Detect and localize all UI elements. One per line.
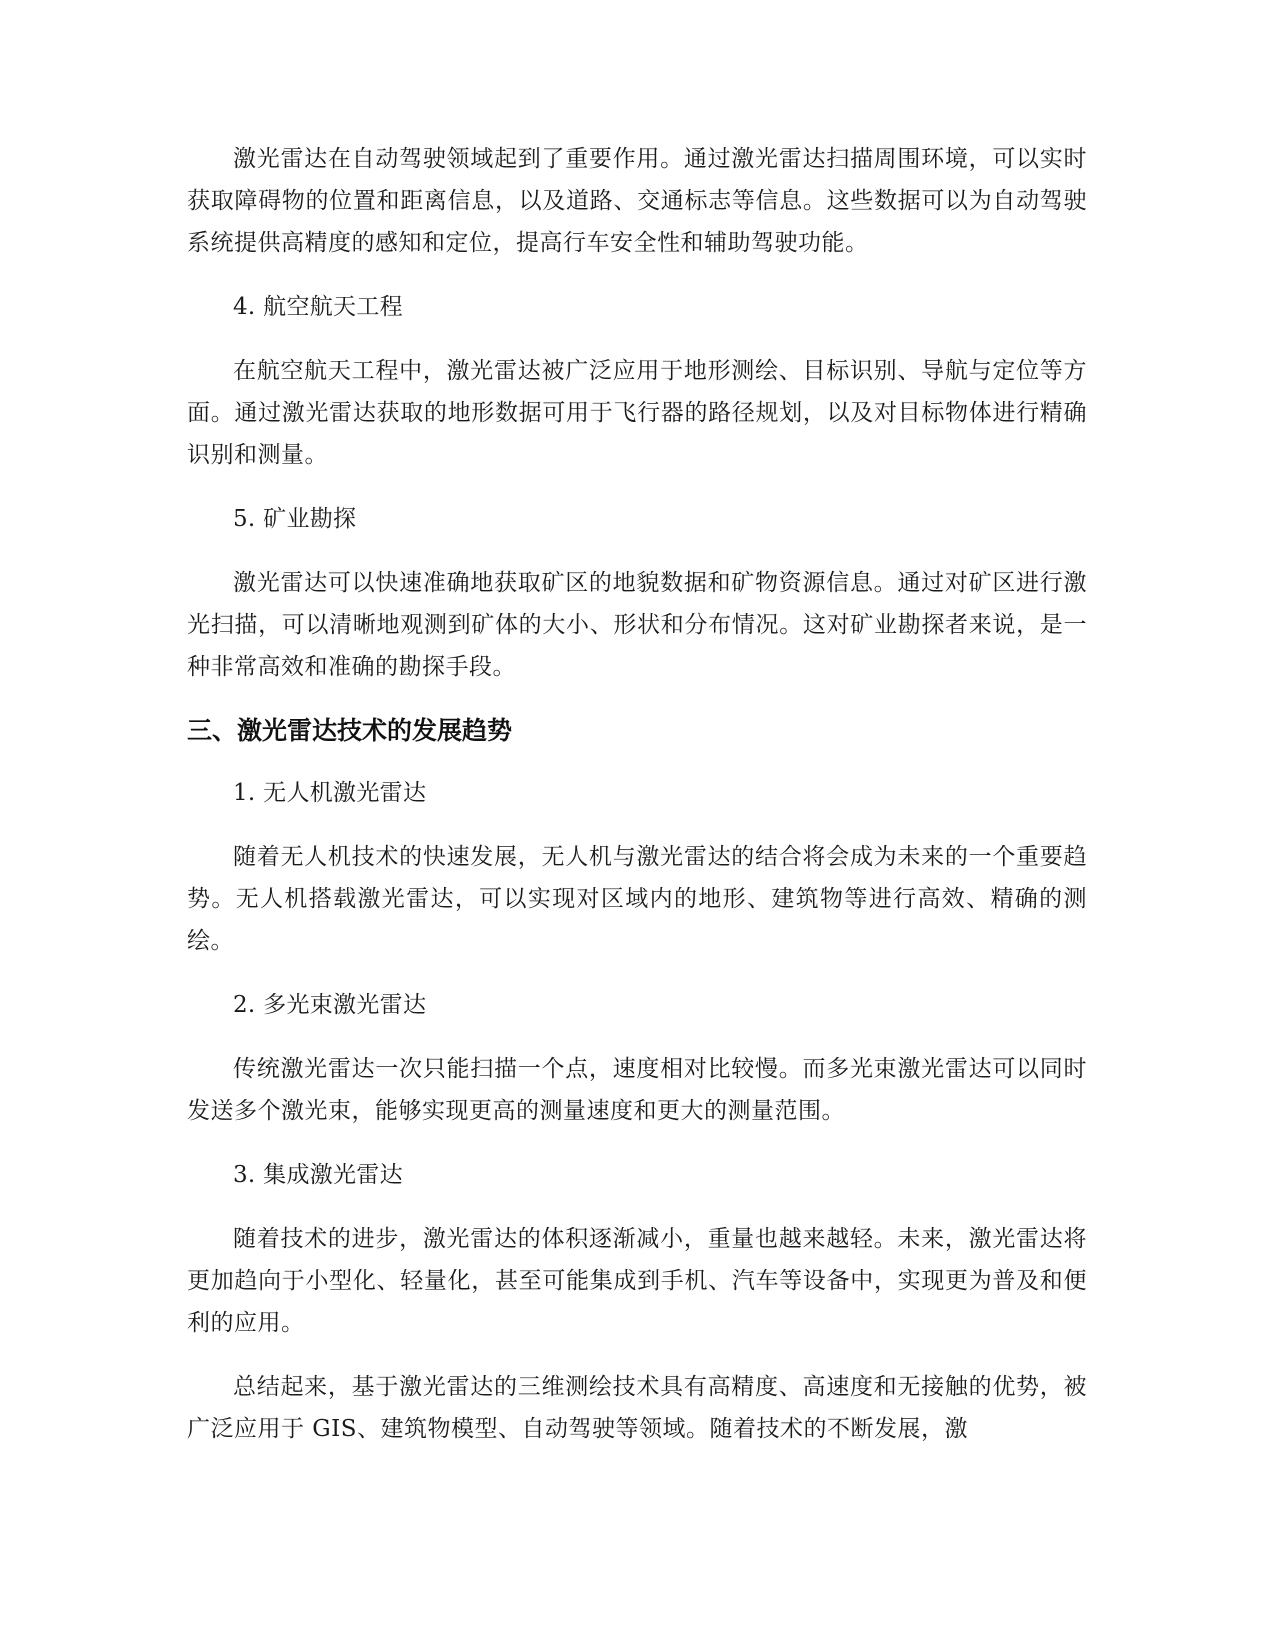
subheading-drone-lidar: 1. 无人机激光雷达 bbox=[233, 780, 427, 806]
paragraph-drone-lidar: 随着无人机技术的快速发展，无人机与激光雷达的结合将会成为未来的一个重要趋势。无人机搭载激光雷达，可以实现对区域内的地形、建筑物等进行高效、精确的测绘。 bbox=[187, 844, 1087, 954]
section-heading-trends: 三、激光雷达技术的发展趋势 bbox=[187, 716, 513, 745]
document-body bbox=[187, 138, 1087, 1472]
paragraph-summary: 总结起来，基于激光雷达的三维测绘技术具有高精度、高速度和无接触的优势，被广泛应用于 GIS、建筑物模型、自动驾驶等领域。随着技术的不断发展，激 bbox=[187, 1374, 1087, 1442]
paragraph-multibeam-lidar: 传统激光雷达一次只能扫描一个点，速度相对比较慢。而多光束激光雷达可以同时发送多个激光束，能够实现更高的测量速度和更大的测量范围。 bbox=[187, 1056, 1087, 1124]
paragraph-mining: 激光雷达可以快速准确地获取矿区的地貌数据和矿物资源信息。通过对矿区进行激光扫描，可以清晰地观测到矿体的大小、形状和分布情况。这对矿业勘探者来说，是一种非常高效和准确的勘探手段。 bbox=[187, 570, 1087, 680]
subheading-integrated-lidar: 3. 集成激光雷达 bbox=[233, 1162, 403, 1188]
paragraph-integrated-lidar: 随着技术的进步，激光雷达的体积逐渐减小，重量也越来越轻。未来，激光雷达将更加趋向于小型化、轻量化，甚至可能集成到手机、汽车等设备中，实现更为普及和便利的应用。 bbox=[187, 1226, 1087, 1336]
paragraph-aerospace: 在航空航天工程中，激光雷达被广泛应用于地形测绘、目标识别、导航与定位等方面。通过激光雷达获取的地形数据可用于飞行器的路径规划，以及对目标物体进行精确识别和测量。 bbox=[187, 358, 1087, 468]
subheading-aerospace: 4. 航空航天工程 bbox=[233, 294, 403, 320]
subheading-multibeam-lidar: 2. 多光束激光雷达 bbox=[233, 992, 427, 1018]
paragraph-autonomous-driving: 激光雷达在自动驾驶领域起到了重要作用。通过激光雷达扫描周围环境，可以实时获取障碍物的位置和距离信息，以及道路、交通标志等信息。这些数据可以为自动驾驶系统提供高精度的感知和定位，提高行车安全性和辅助驾驶功能。 bbox=[187, 146, 1087, 256]
subheading-mining: 5. 矿业勘探 bbox=[233, 506, 357, 532]
